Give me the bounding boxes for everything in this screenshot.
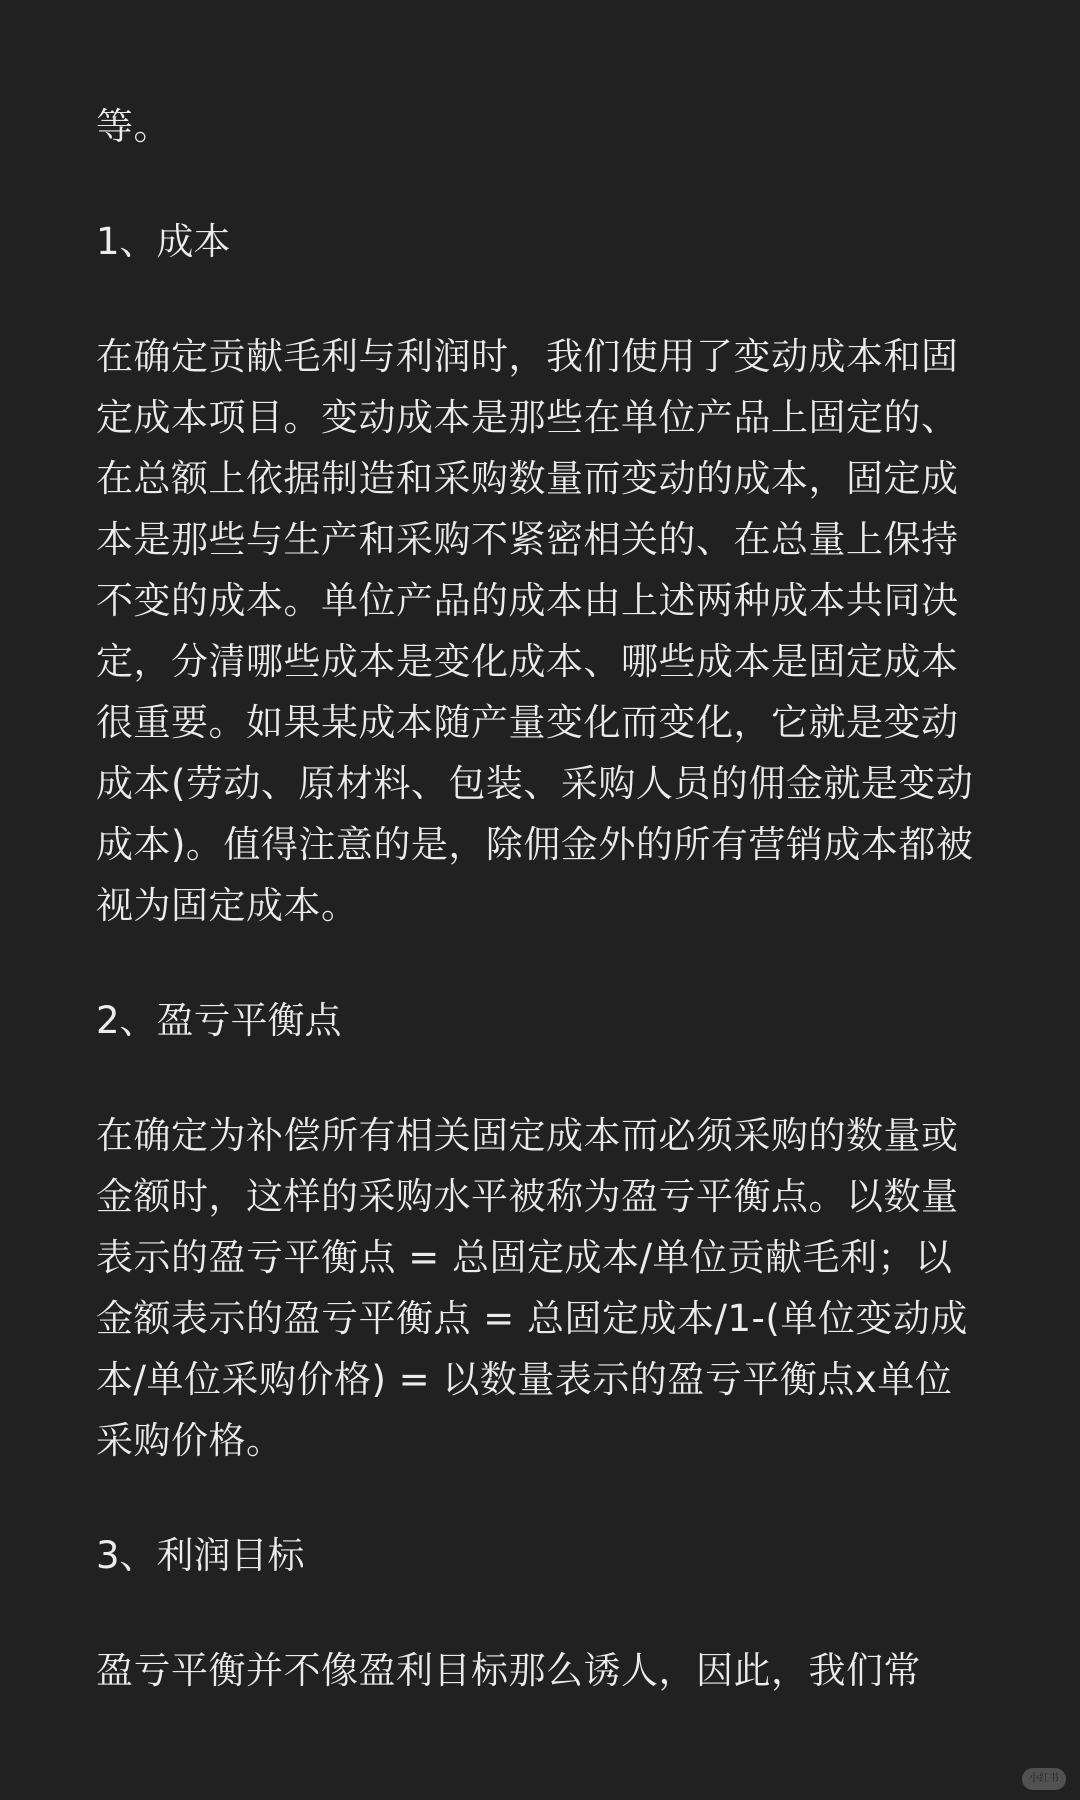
section-heading-cost: 1、成本 — [96, 220, 231, 263]
section-body-cost: 在确定贡献毛利与利润时，我们使用了变动成本和固定成本项目。变动成本是那些在单位产品上固定的、在总额上依据制造和采购数量而变动的成本，固定成本是那些与生产和采购不紧密相关的、在总量上保持不变的成本。单位产品的成本由上述两种成本共同决定，分清哪些成本是变化成本、哪些成本是固定成本很重要。如果某成本随产量变化而变化，它就是变动成本(劳动、原材料、包装、采购人员的佣金就是变动成本)。值得注意的是，除佣金外的所有营销成本都被视为固定成本。 — [96, 335, 974, 927]
watermark-logo: 小红书 — [1022, 1768, 1066, 1790]
section-body-profit-target: 盈亏平衡并不像盈利目标那么诱人，因此，我们常 — [96, 1649, 921, 1692]
section-heading-profit-target: 3、利润目标 — [96, 1534, 305, 1577]
section-heading-break-even: 2、盈亏平衡点 — [96, 999, 342, 1042]
article — [96, 96, 988, 1701]
intro-text: 等。 — [96, 105, 171, 148]
section-body-break-even: 在确定为补偿所有相关固定成本而必须采购的数量或金额时，这样的采购水平被称为盈亏平衡点。以数量表示的盈亏平衡点 = 总固定成本/单位贡献毛利；以金额表示的盈亏平衡点 = 总固定成本/1-(单位变动成本/单位采购价格) = 以数量表示的盈亏平衡点x单位采购价格。 — [96, 1114, 968, 1462]
